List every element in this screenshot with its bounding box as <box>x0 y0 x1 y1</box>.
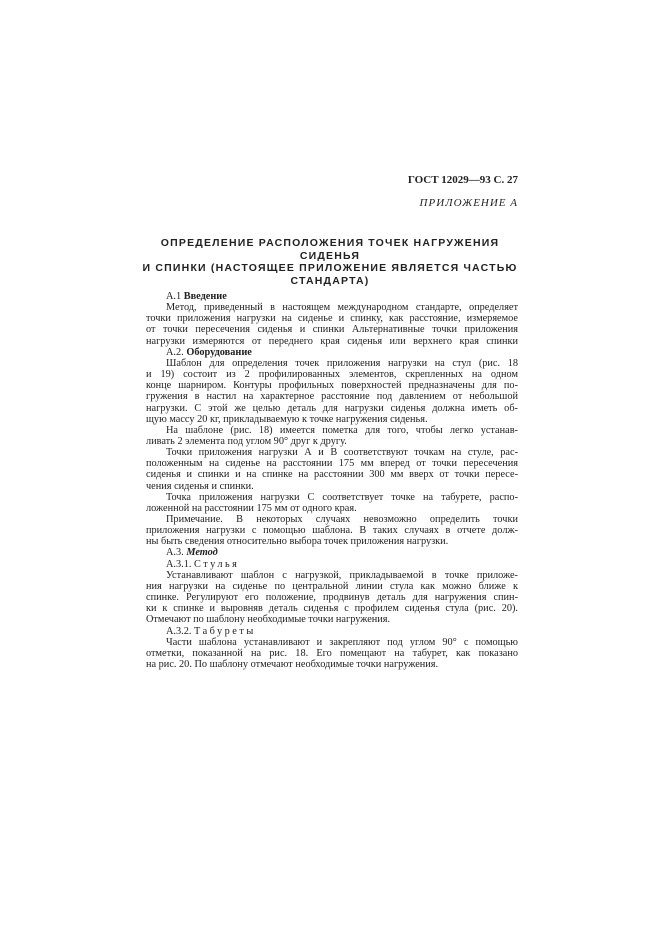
text-line: отметки, показанной на рис. 18. Его помещают на табурет, как показано <box>146 647 518 659</box>
title-line: СТАНДАРТА) <box>290 274 370 287</box>
section-heading: А.3.2. Табуреты <box>166 625 256 637</box>
section-heading: А.2. Оборудование <box>166 346 252 358</box>
text-line: положенным на сиденье на расстоянии 175 мм вперед от точки пересечения <box>146 458 518 470</box>
text-line: чения сиденья и спинки. <box>146 480 254 492</box>
text-line: Точка приложения нагрузки С соответствует точке на табурете, распо- <box>166 491 518 503</box>
text-line: ки к спинке и выровняв деталь сиденья с профилем сиденья стула (рис. 20). <box>146 603 518 615</box>
text-line: Точки приложения нагрузки А и В соответствуют точкам на стуле, рас- <box>166 447 518 459</box>
text-line: щую массу 20 кг, прикладываемую к точке нагружения сиденья. <box>146 413 428 425</box>
text-line: спинке. Регулируют его положение, продвинув деталь для нагружения спин- <box>146 592 518 604</box>
text-line: Шаблон для определения точек приложения нагрузки на стул (рис. 18 <box>166 357 518 369</box>
text-line: нагрузки. С этой же целью деталь для нагрузки сиденья должна иметь об- <box>146 402 518 414</box>
document-reference: ГОСТ 12029—93 С. 27 <box>407 174 518 186</box>
section-heading: А.3.1. Стулья <box>166 558 240 570</box>
text-line: Метод, приведенный в настоящем международном стандарте, определяет <box>166 302 518 314</box>
text-line: нагрузки измеряются от переднего края сиденья или верхнего края спинки <box>146 335 518 347</box>
text-line: Примечание. В некоторых случаях невозможно определить точки <box>166 514 518 525</box>
text-line: ливать 2 элемента под углом 90° друг к другу. <box>146 435 347 447</box>
text-line: Части шаблона устанавливают и закрепляют под углом 90° с помощью <box>166 636 518 648</box>
text-line: ны быть сведения относительно выбора точек приложения нагрузки. <box>146 536 449 548</box>
appendix-label: ПРИЛОЖЕНИЕ А <box>419 197 518 209</box>
text-line: и 19) состоит из 2 профилированных элементов, скрепленных на одном <box>146 369 518 381</box>
text-line: от точки пересечения сиденья и спинки Альтернативные точки приложения <box>146 324 518 336</box>
text-line: Устанавливают шаблон с нагрузкой, прикладываемой в точке приложе- <box>166 569 518 581</box>
section-heading: А.1 Введение <box>166 291 227 302</box>
text-line: конце шарниром. Контуры профильных поверхностей предназначены для по- <box>146 380 518 392</box>
appendix-title <box>140 237 520 287</box>
title-line: И СПИНКИ (НАСТОЯЩЕЕ ПРИЛОЖЕНИЕ ЯВЛЯЕТСЯ ЧАСТЬЮ <box>142 262 518 274</box>
text-line: гружения в настил на характерное расстояние под давлением от небольшой <box>146 391 518 403</box>
title-line: ОПРЕДЕЛЕНИЕ РАСПОЛОЖЕНИЯ ТОЧЕК НАГРУЖЕНИЯ СИДЕНЬЯ <box>160 237 500 262</box>
text-line: На шаблоне (рис. 18) имеется пометка для того, чтобы легко устанав- <box>166 424 518 436</box>
text-line: точки приложения нагрузки на сиденье и спинку, как расстояние, измеряемое <box>146 313 518 325</box>
text-line: сиденья и спинки и на спинке на расстоянии 300 мм вверх от точки пересе- <box>146 469 518 481</box>
section-heading: А.3. Метод <box>166 547 218 559</box>
text-line: на рис. 20. По шаблону отмечают необходимые точки нагружения. <box>146 658 439 670</box>
text-line: ложенной на расстоянии 175 мм от одного края. <box>146 502 357 514</box>
text-line: приложения нагрузки с помощью шаблона. В таких случаях в отчете долж- <box>146 525 518 537</box>
text-line: ния нагрузки на сиденье по центральной линии стула как можно ближе к <box>146 580 518 592</box>
text-line: Отмечают по шаблону необходимые точки нагружения. <box>146 614 391 626</box>
